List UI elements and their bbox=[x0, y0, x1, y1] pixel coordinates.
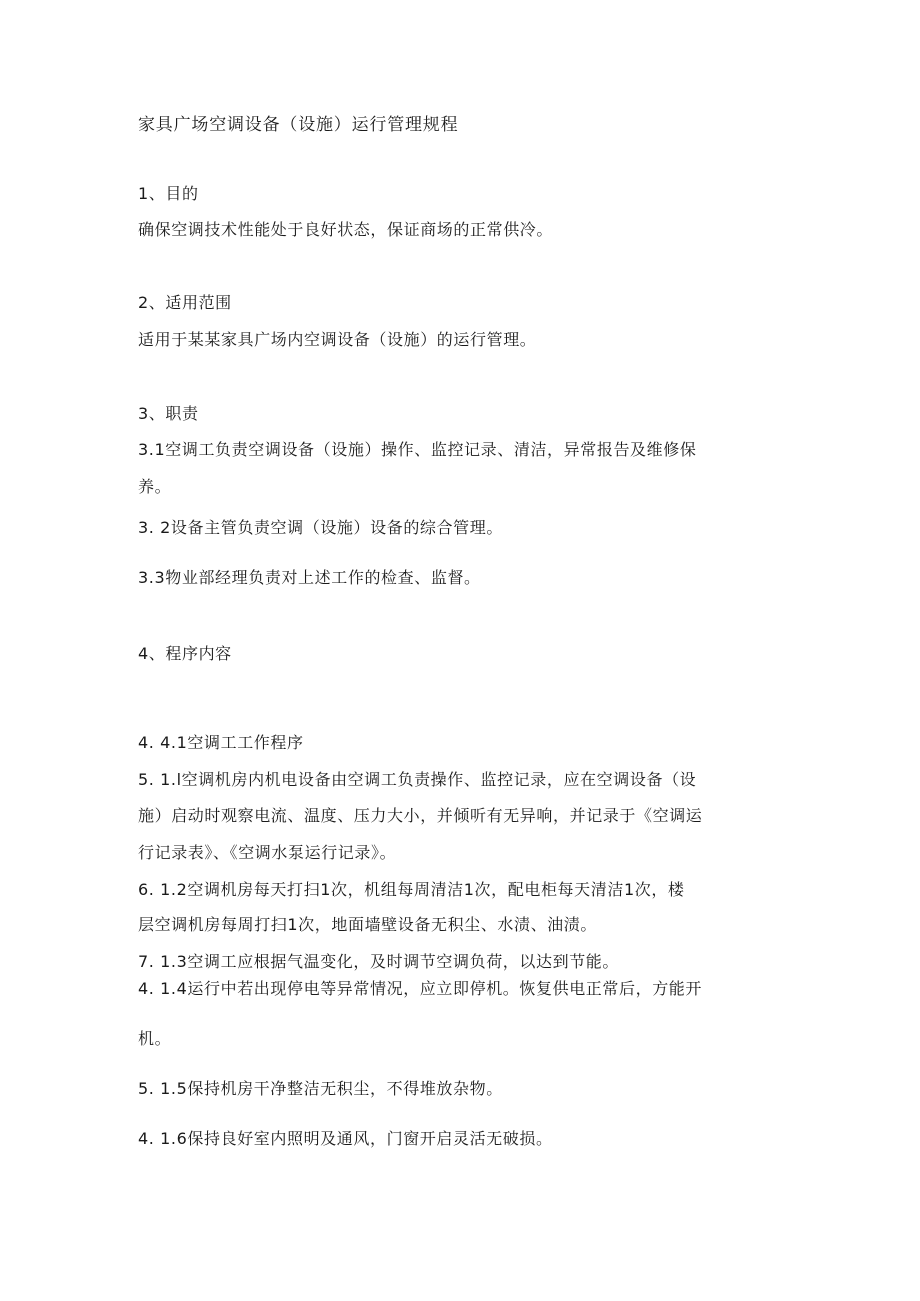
procedure-item-1-6: 4. 1.6保持良好室内照明及通风，门窗开启灵活无破损。 bbox=[138, 1129, 553, 1148]
section-scope-heading: 2、适用范围 bbox=[138, 293, 232, 312]
procedure-item-1-4-line2: 机。 bbox=[138, 1029, 172, 1048]
procedure-item-1-4-line1: 4. 1.4运行中若出现停电等异常情况，应立即停机。恢复供电正常后，方能开 bbox=[138, 979, 702, 998]
section-procedure-heading: 4、程序内容 bbox=[138, 644, 232, 663]
procedure-item-4-1: 4. 4.1空调工工作程序 bbox=[138, 733, 304, 752]
duty-item-3-2: 3. 2设备主管负责空调（设施）设备的综合管理。 bbox=[138, 518, 503, 537]
procedure-item-1-1-line1: 5. 1.l空调机房内机电设备由空调工负责操作、监控记录，应在空调设备（设 bbox=[138, 770, 697, 789]
procedure-item-1-2-line2: 层空调机房每周打扫1次，地面墙壁设备无积尘、水渍、油渍。 bbox=[138, 915, 597, 934]
document-title: 家具广场空调设备（设施）运行管理规程 bbox=[138, 115, 459, 135]
duty-item-3-1-line1: 3.1空调工负责空调设备（设施）操作、监控记录、清洁，异常报告及维修保 bbox=[138, 440, 697, 459]
procedure-item-1-3: 7. 1.3空调工应根据气温变化，及时调节空调负荷，以达到节能。 bbox=[138, 952, 619, 971]
procedure-item-1-1-line3: 行记录表》、《空调水泵运行记录》。 bbox=[138, 843, 397, 862]
section-duties-heading: 3、职责 bbox=[138, 404, 199, 423]
duty-item-3-1-line2: 养。 bbox=[138, 477, 172, 496]
section-purpose-heading: 1、目的 bbox=[138, 184, 199, 203]
procedure-item-1-5: 5. 1.5保持机房干净整洁无积尘，不得堆放杂物。 bbox=[138, 1079, 503, 1098]
duty-item-3-3: 3.3物业部经理负责对上述工作的检查、监督。 bbox=[138, 568, 481, 587]
section-purpose-body: 确保空调技术性能处于良好状态，保证商场的正常供冷。 bbox=[138, 220, 554, 239]
procedure-item-1-2-line1: 6. 1.2空调机房每天打扫1次，机组每周清洁1次，配电柜每天清洁1次，楼 bbox=[138, 880, 685, 899]
section-scope-body: 适用于某某家具广场内空调设备（设施）的运行管理。 bbox=[138, 330, 537, 349]
procedure-item-1-1-line2: 施）启动时观察电流、温度、压力大小，并倾听有无异响，并记录于《空调运 bbox=[138, 806, 703, 825]
